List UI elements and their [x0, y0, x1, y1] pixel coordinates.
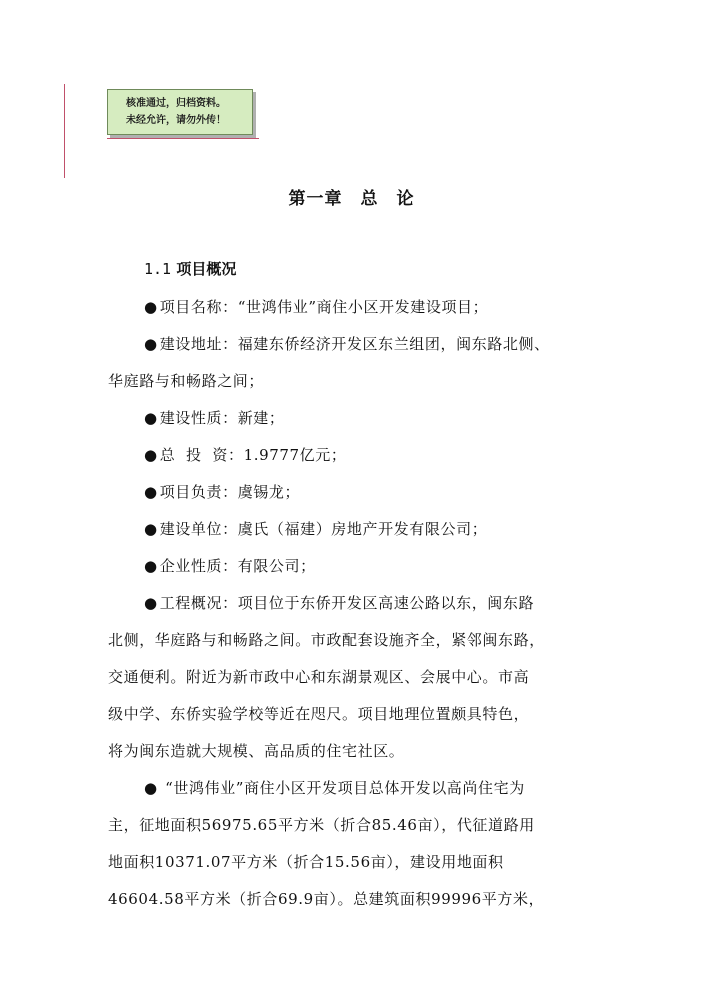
line-overview-4: 级中学、东侨实验学校等近在咫尺。项目地理位置颇具特色， — [108, 705, 530, 723]
bullet-icon: ● — [144, 557, 158, 575]
bullet-icon: ● — [144, 520, 158, 538]
line-summary-2: 主，征地面积56975.65平方米（折合85.46亩），代征道路用 — [108, 816, 535, 834]
line-overview-5: 将为闽东造就大规模、高品质的住宅社区。 — [108, 742, 405, 760]
bullet-icon: ● — [144, 409, 158, 427]
section-heading — [144, 258, 236, 279]
line-manager: ● 项目负责：虞锡龙； — [144, 483, 301, 501]
line-project-name: ● 项目名称：“世鸿伟业”商住小区开发建设项目； — [144, 298, 489, 316]
chapter-word-2: 论 — [396, 189, 415, 209]
line-address: ● 建设地址：福建东侨经济开发区东兰组团，闽东路北侧、 — [144, 335, 550, 353]
line-overview: ● 工程概况：项目位于东侨开发区高速公路以东，闽东路 — [144, 594, 535, 612]
chapter-word-1: 总 — [360, 189, 379, 209]
line-summary: ● “世鸿伟业”商住小区开发项目总体开发以高尚住宅为 — [144, 779, 525, 797]
stamp-underline — [107, 138, 259, 139]
line-summary-3: 地面积10371.07平方米（折合15.56亩），建设用地面积 — [108, 853, 504, 871]
line-investment: ● 总 投 资：1.9777亿元； — [144, 446, 347, 464]
chapter-number: 第一章 — [288, 189, 343, 209]
bullet-icon: ● — [144, 446, 158, 464]
line-overview-2: 北侧，华庭路与和畅路之间。市政配套设施齐全，紧邻闽东路， — [108, 631, 545, 649]
chapter-title — [0, 184, 703, 209]
bullet-icon: ● — [144, 298, 158, 316]
stamp-line-1: 核准通过，归档资料。 — [126, 98, 226, 109]
section-title: 项目概况 — [176, 260, 237, 278]
approval-stamp — [107, 89, 253, 135]
bullet-icon: ● — [144, 483, 158, 501]
bullet-icon: ● — [144, 335, 158, 353]
line-enterprise: ● 企业性质：有限公司； — [144, 557, 316, 575]
section-number: 1.1 — [144, 260, 172, 278]
bullet-icon: ● — [144, 594, 158, 612]
line-overview-3: 交通便利。附近为新市政中心和东湖景观区、会展中心。市高 — [108, 668, 530, 686]
line-unit: ● 建设单位：虞氏（福建）房地产开发有限公司； — [144, 520, 488, 538]
stamp-line-2: 未经允许，请勿外传！ — [126, 115, 226, 126]
bullet-icon: ● — [144, 779, 158, 797]
line-address-cont: 华庭路与和畅路之间； — [108, 372, 265, 390]
margin-line — [64, 84, 65, 178]
line-nature: ● 建设性质：新建； — [144, 409, 285, 427]
line-summary-4: 46604.58平方米（折合69.9亩）。总建筑面积99996平方米， — [108, 890, 545, 908]
